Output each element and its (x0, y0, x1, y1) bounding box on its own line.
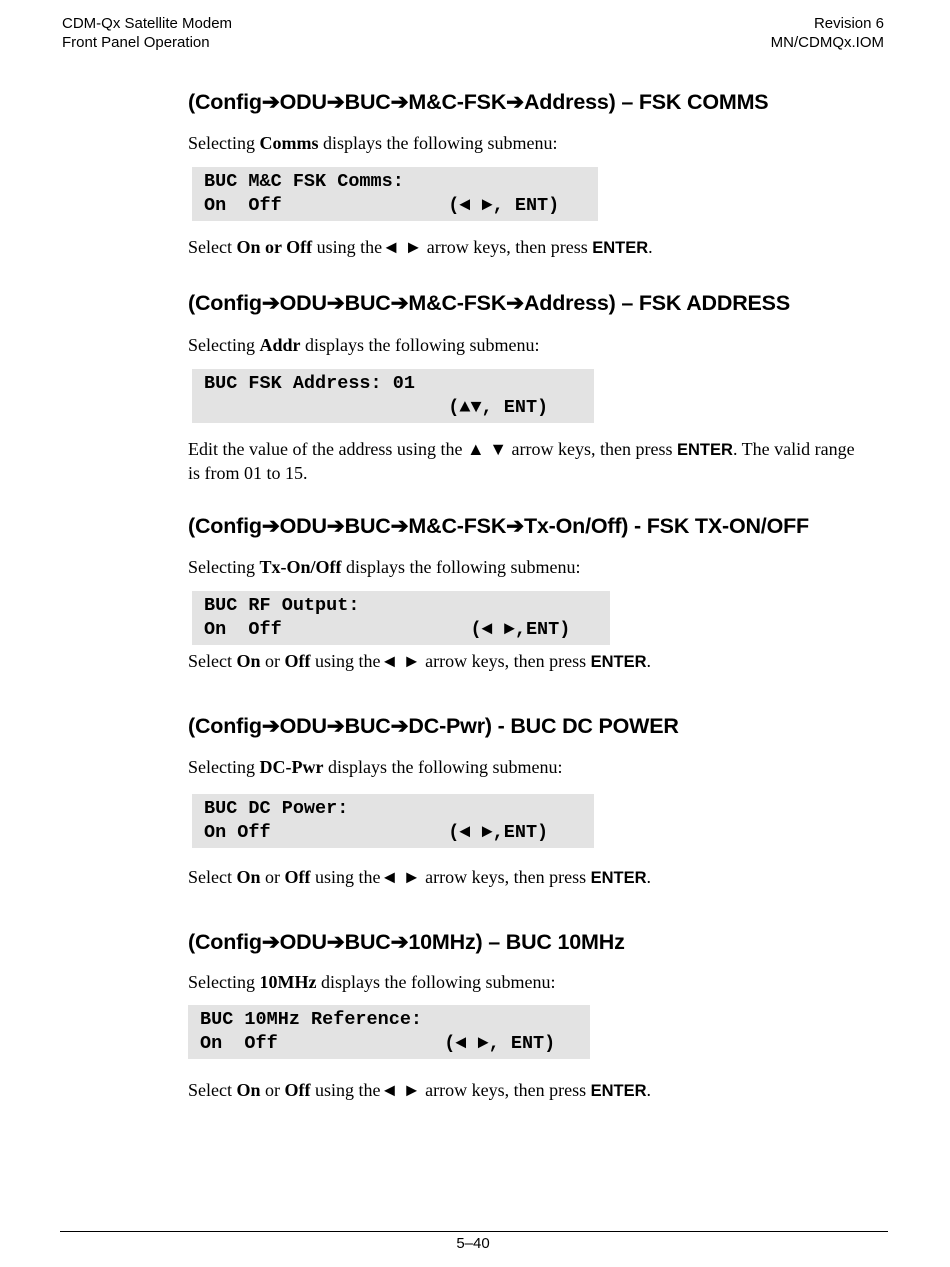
intro-paragraph: Selecting 10MHz displays the following submenu: (188, 972, 556, 992)
lcd-line-2: On Off (◄ ►,ENT) (204, 822, 549, 843)
lcd-display (192, 369, 594, 423)
section-heading: (Config➔ODU➔BUC➔M&C-FSK➔Address) – FSK COMMS (188, 90, 769, 114)
section-buc-10mhz (188, 928, 888, 1103)
lcd-line-2: On Off (◄ ►,ENT) (204, 619, 571, 640)
instruction-paragraph: Edit the value of the address using the ▲ ▼ arrow keys, then press ENTER. The valid range is from 01 to 15. (188, 439, 855, 483)
intro-paragraph: Selecting DC-Pwr displays the following submenu: (188, 757, 563, 777)
lcd-line-1: BUC FSK Address: 01 (204, 373, 415, 394)
lcd-line-2: (▲▼, ENT) (204, 397, 549, 418)
lcd-display (192, 167, 598, 221)
section-buc-dc-power (188, 712, 888, 890)
lcd-display (188, 1005, 590, 1059)
footer-rule (60, 1231, 888, 1232)
section-fsk-tx-on-off (188, 512, 888, 674)
lcd-line-2: On Off (◄ ►, ENT) (200, 1033, 556, 1054)
section-heading: (Config➔ODU➔BUC➔M&C-FSK➔Address) – FSK ADDRESS (188, 291, 790, 315)
lcd-line-1: BUC 10MHz Reference: (200, 1009, 423, 1030)
header-chapter: Front Panel Operation (62, 34, 210, 51)
lcd-line-2: On Off (◄ ►, ENT) (204, 195, 560, 216)
running-header-right (771, 14, 884, 52)
lcd-display (192, 794, 594, 848)
intro-paragraph: Selecting Comms displays the following submenu: (188, 133, 558, 153)
intro-paragraph: Selecting Addr displays the following submenu: (188, 335, 540, 355)
section-fsk-address (188, 289, 888, 485)
lcd-line-1: BUC M&C FSK Comms: (204, 171, 404, 192)
lcd-line-1: BUC RF Output: (204, 595, 360, 616)
header-doc-id: MN/CDMQx.IOM (770, 34, 884, 51)
header-title: CDM-Qx Satellite Modem (62, 15, 233, 32)
section-heading: (Config➔ODU➔BUC➔DC-Pwr) - BUC DC POWER (188, 714, 679, 738)
page-content (188, 88, 888, 1103)
lcd-line-1: BUC DC Power: (204, 798, 349, 819)
intro-paragraph: Selecting Tx-On/Off displays the following submenu: (188, 557, 581, 577)
section-fsk-comms (188, 88, 888, 260)
instruction-paragraph: Select On or Off using the◄ ► arrow keys, then press ENTER. (188, 867, 652, 887)
page-number: 5–40 (456, 1235, 490, 1252)
header-revision: Revision 6 (813, 15, 884, 32)
section-heading: (Config➔ODU➔BUC➔10MHz) – BUC 10MHz (188, 930, 625, 954)
instruction-paragraph: Select On or Off using the◄ ► arrow keys, then press ENTER. (188, 651, 652, 671)
instruction-paragraph: Select On or Off using the◄ ► arrow keys, then press ENTER. (188, 1080, 652, 1100)
section-heading: (Config➔ODU➔BUC➔M&C-FSK➔Tx-On/Off) - FSK TX-ON/OFF (188, 514, 809, 538)
lcd-display (192, 591, 610, 645)
instruction-paragraph: Select On or Off using the◄ ► arrow keys, then press ENTER. (188, 237, 653, 257)
running-header-left (62, 14, 232, 52)
